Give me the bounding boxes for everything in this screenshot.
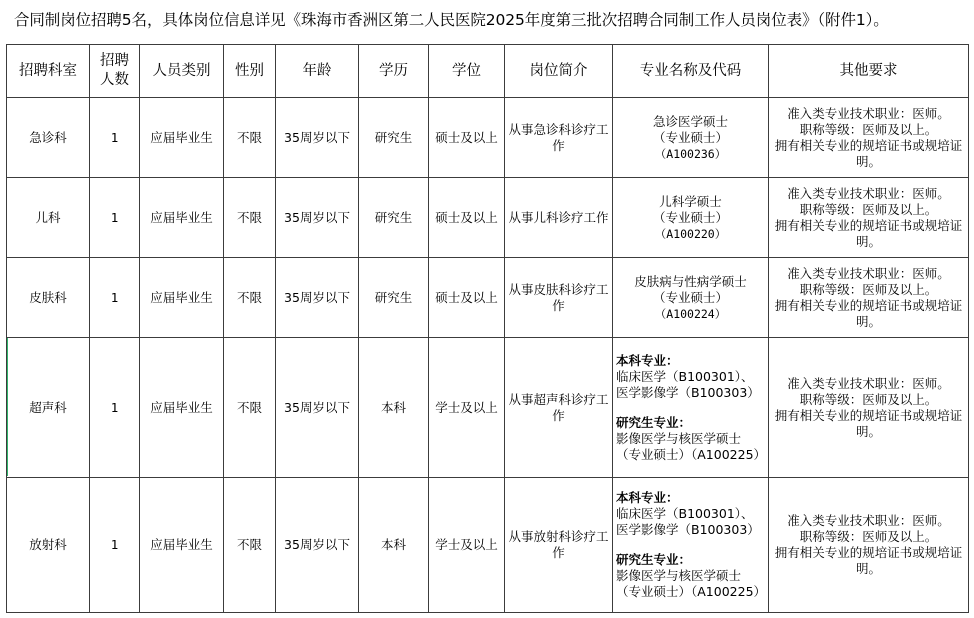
requirement-line: 准入类专业技术职业：医师。 — [787, 105, 950, 121]
requirement-line: 拥有相关专业的规培证书或规培证明。 — [774, 407, 963, 439]
major-line: （专业硕士） — [652, 209, 728, 225]
requirement-line: 拥有相关专业的规培证书或规培证明。 — [774, 297, 963, 329]
category-cell: 应届毕业生 — [140, 178, 224, 258]
other-requirements-cell — [769, 478, 969, 613]
gender-cell: 不限 — [224, 478, 276, 613]
major-cell — [613, 178, 769, 258]
major-line: （专业硕士） — [652, 129, 728, 145]
col-header-description: 岗位简介 — [505, 45, 613, 98]
major-line: 影像医学与核医学硕士 — [616, 568, 742, 583]
major-line: 儿科学硕士 — [659, 193, 722, 209]
major-cell — [613, 338, 769, 478]
dept-cell: 急诊科 — [7, 98, 90, 178]
major-line: 临床医学（B100301）、 — [616, 368, 754, 384]
gender-cell: 不限 — [224, 338, 276, 478]
table-row — [7, 478, 969, 613]
category-cell: 应届毕业生 — [140, 98, 224, 178]
requirement-line: 职称等级：医师及以上。 — [799, 201, 938, 217]
major-line: （专业硕士）（A100225） — [616, 446, 767, 462]
other-requirements-cell — [769, 258, 969, 338]
description-cell: 从事急诊科诊疗工作 — [505, 98, 613, 178]
category-cell: 应届毕业生 — [140, 258, 224, 338]
spacer — [616, 401, 768, 415]
requirement-line: 职称等级：医师及以上。 — [799, 121, 938, 137]
requirement-line: 拥有相关专业的规培证书或规培证明。 — [774, 217, 963, 249]
major-line: （专业硕士）（A100225） — [616, 584, 767, 599]
major-line: 皮肤病与性病学硕士 — [634, 273, 747, 289]
undergrad-major-title: 本科专业： — [616, 490, 679, 505]
degree-cell: 学士及以上 — [429, 478, 505, 613]
education-cell: 研究生 — [359, 178, 429, 258]
degree-cell: 硕士及以上 — [429, 98, 505, 178]
requirement-line: 准入类专业技术职业：医师。 — [787, 185, 950, 201]
category-cell: 应届毕业生 — [140, 478, 224, 613]
education-cell: 研究生 — [359, 98, 429, 178]
count-cell: 1 — [90, 178, 140, 258]
col-header-degree: 学位 — [429, 45, 505, 98]
table-row — [7, 338, 969, 478]
major-cell — [613, 98, 769, 178]
major-line: 医学影像学（B100303） — [616, 522, 760, 537]
major-code: （A100224） — [654, 306, 727, 321]
age-cell: 35周岁以下 — [276, 478, 359, 613]
table-row — [7, 98, 969, 178]
requirement-line: 准入类专业技术职业：医师。 — [787, 513, 950, 528]
requirement-line: 准入类专业技术职业：医师。 — [787, 375, 950, 391]
col-header-category: 人员类别 — [140, 45, 224, 98]
major-line: 临床医学（B100301）、 — [616, 506, 754, 521]
education-cell: 本科 — [359, 478, 429, 613]
description-cell: 从事儿科诊疗工作 — [505, 178, 613, 258]
col-header-dept: 招聘科室 — [7, 45, 90, 98]
category-cell: 应届毕业生 — [140, 338, 224, 478]
header-row — [7, 45, 969, 98]
degree-cell: 硕士及以上 — [429, 258, 505, 338]
page-heading: 合同制岗位招聘5名，具体岗位信息详见《珠海市香洲区第二人民医院2025年度第三批次招聘合同制工作人员岗位表》（附件1）。 — [14, 11, 889, 29]
age-cell: 35周岁以下 — [276, 338, 359, 478]
col-header-age: 年龄 — [276, 45, 359, 98]
dept-cell: 超声科 — [7, 338, 90, 478]
major-cell — [613, 258, 769, 338]
dept-cell: 放射科 — [7, 478, 90, 613]
requirement-line: 职称等级：医师及以上。 — [799, 391, 938, 407]
gender-cell: 不限 — [224, 98, 276, 178]
major-cell — [613, 478, 769, 613]
count-cell: 1 — [90, 478, 140, 613]
major-line: 影像医学与核医学硕士 — [616, 430, 742, 446]
age-cell: 35周岁以下 — [276, 98, 359, 178]
age-cell: 35周岁以下 — [276, 258, 359, 338]
education-cell: 研究生 — [359, 258, 429, 338]
col-header-education: 学历 — [359, 45, 429, 98]
degree-cell: 硕士及以上 — [429, 178, 505, 258]
requirement-line: 职称等级：医师及以上。 — [799, 281, 938, 297]
description-cell: 从事放射科诊疗工作 — [505, 478, 613, 613]
postgrad-major-title: 研究生专业： — [616, 552, 692, 567]
postgrad-major-title: 研究生专业： — [616, 414, 692, 430]
requirement-line: 准入类专业技术职业：医师。 — [787, 265, 950, 281]
table-row — [7, 258, 969, 338]
major-line: （专业硕士） — [652, 289, 728, 305]
col-header-count: 招聘 人数 — [90, 45, 140, 98]
description-cell: 从事皮肤科诊疗工作 — [505, 258, 613, 338]
count-cell: 1 — [90, 98, 140, 178]
spacer — [616, 538, 768, 552]
gender-cell: 不限 — [224, 258, 276, 338]
col-header-gender: 性别 — [224, 45, 276, 98]
count-cell: 1 — [90, 258, 140, 338]
requirement-line: 拥有相关专业的规培证书或规培证明。 — [774, 137, 963, 169]
table-row — [7, 178, 969, 258]
major-line: 医学影像学（B100303） — [616, 384, 760, 400]
degree-cell: 学士及以上 — [429, 338, 505, 478]
count-cell: 1 — [90, 338, 140, 478]
other-requirements-cell — [769, 98, 969, 178]
major-line: 急诊医学硕士 — [652, 113, 728, 129]
requirement-line: 职称等级：医师及以上。 — [799, 529, 938, 544]
col-header-major: 专业名称及代码 — [613, 45, 769, 98]
positions-table — [6, 44, 969, 613]
major-code: （A100236） — [654, 146, 727, 161]
col-header-other: 其他要求 — [769, 45, 969, 98]
description-cell: 从事超声科诊疗工作 — [505, 338, 613, 478]
other-requirements-cell — [769, 338, 969, 478]
gender-cell: 不限 — [224, 178, 276, 258]
dept-cell: 皮肤科 — [7, 258, 90, 338]
major-code: （A100220） — [654, 226, 727, 241]
age-cell: 35周岁以下 — [276, 178, 359, 258]
dept-cell: 儿科 — [7, 178, 90, 258]
education-cell: 本科 — [359, 338, 429, 478]
requirement-line: 拥有相关专业的规培证书或规培证明。 — [774, 545, 963, 576]
other-requirements-cell — [769, 178, 969, 258]
undergrad-major-title: 本科专业： — [616, 352, 679, 368]
